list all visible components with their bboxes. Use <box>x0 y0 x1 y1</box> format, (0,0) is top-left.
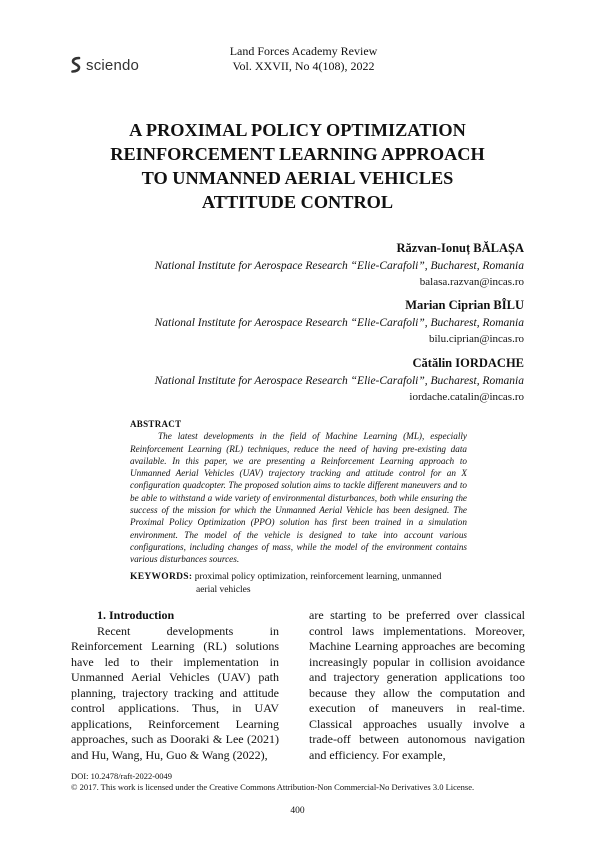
author-email[interactable]: balasa.razvan@incas.ro <box>419 276 524 288</box>
keywords-line: aerial vehicles <box>196 585 251 595</box>
title-line: ATTITUDE CONTROL <box>201 192 394 212</box>
author-email[interactable]: bilu.ciprian@incas.ro <box>428 333 524 345</box>
author-name: Marian Ciprian BÎLU <box>405 298 524 312</box>
journal-header <box>0 44 595 74</box>
section-heading: 1. Introduction <box>97 608 175 622</box>
body-paragraph: Recent developments in Reinforcement Learning (RL) solutions have led to their implementation in Unmanned Aerial Vehicles (UAV) path planning, trajectory tracking and attitude control applications. Thus, in UAV applications, Reinforcement Learning approaches, such as Dooraki & Lee (2021) and Hu, Wang, Hu, Guo & Wang (2022), <box>71 623 279 762</box>
title-line: REINFORCEMENT LEARNING APPROACH <box>110 144 485 164</box>
author-affiliation: National Institute for Aerospace Research “Elie-Carafoli”, Bucharest, Romania <box>154 317 524 329</box>
author-2 <box>64 297 524 347</box>
keywords-line: proximal policy optimization, reinforcement learning, unmanned <box>194 572 442 582</box>
journal-name: Land Forces Academy Review <box>229 44 378 58</box>
footer <box>71 771 474 793</box>
author-3 <box>64 355 524 405</box>
abstract <box>130 418 467 566</box>
body-column-left <box>71 608 279 763</box>
keywords-heading: KEYWORDS: <box>130 572 193 582</box>
paper-title <box>60 118 535 214</box>
page-number: 400 <box>290 806 305 816</box>
abstract-text: The latest developments in the field of Machine Learning (ML), especially Reinforcement Learning (RL) techniques, reduce the need of having pre-existing data available. In this paper, we are presenting a Reinforcement Learning approach to Unmanned Aerial Vehicles (UAV) trajectory tracking and attitude control for an X configuration quadcopter. The proposed solution aims to tackle different maneuvers and to be able to withstand a wide variety of environmental disturbances, both while ensuring the success of the mission for which the Unmanned Aerial Vehicle has been designed. The Proximal Policy Optimization (PPO) solution has first been trained in a simulation environment. The model of the vehicle is designed to take into account various configurations, including changes of mass, while the model of the environment contains various disturbances sources. <box>130 431 467 565</box>
title-line: TO UNMANNED AERIAL VEHICLES <box>141 168 454 188</box>
author-affiliation: National Institute for Aerospace Research “Elie-Carafoli”, Bucharest, Romania <box>154 260 524 272</box>
author-1 <box>64 240 524 290</box>
author-affiliation: National Institute for Aerospace Research “Elie-Carafoli”, Bucharest, Romania <box>154 375 524 387</box>
abstract-heading: ABSTRACT <box>130 419 182 429</box>
doi[interactable]: DOI: 10.2478/raft-2022-0049 <box>71 771 173 781</box>
body-paragraph: are starting to be preferred over classical control laws implementations. Moreover, Machine Learning approaches are becoming increasingly popular in collision avoidance and trajectory generation applications too because they allow the computation and execution of maneuvers in real-time. Classical approaches usually involve a trade-off between autonomous navigation and efficiency. For example, <box>309 608 525 762</box>
title-line: A PROXIMAL POLICY OPTIMIZATION <box>129 120 466 140</box>
license-text: © 2017. This work is licensed under the Creative Commons Attribution-Non Commercial-No Derivatives 3.0 License. <box>71 782 475 792</box>
journal-volume: Vol. XXVII, No 4(108), 2022 <box>232 59 375 73</box>
keywords <box>130 571 467 597</box>
author-name: Cătălin IORDACHE <box>412 356 524 370</box>
logo-text: sciendo <box>86 56 140 74</box>
author-name: Răzvan-Ionuț BĂLAȘA <box>396 241 524 255</box>
author-email[interactable]: iordache.catalin@incas.ro <box>409 391 524 403</box>
body-column-right <box>309 608 525 763</box>
